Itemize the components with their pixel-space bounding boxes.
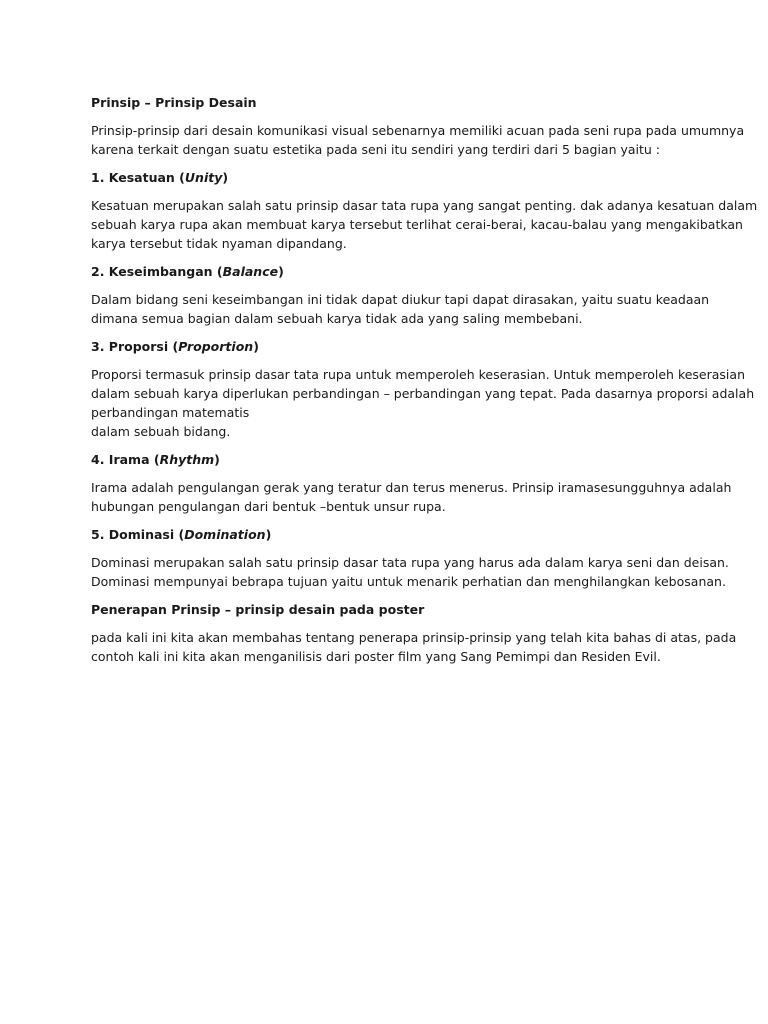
paragraph-line: dimana semua bagian dalam sebuah karya tidak ada yang saling membebani. bbox=[91, 311, 583, 326]
section-heading-domination bbox=[91, 525, 708, 544]
section-heading-suffix: ) bbox=[265, 527, 272, 542]
document-title: Prinsip – Prinsip Desain bbox=[91, 95, 257, 110]
closing-paragraph bbox=[91, 628, 737, 666]
section-paragraph-unity bbox=[91, 196, 758, 253]
paragraph-line: Proporsi termasuk prinsip dasar tata rupa untuk memperoleh keserasian. Untuk memperoleh keserasian bbox=[91, 367, 745, 382]
paragraph-line: Irama adalah pengulangan gerak yang teratur dan terus menerus. Prinsip iramasesungguhnya adalah bbox=[91, 480, 732, 495]
section-paragraph-domination bbox=[91, 553, 729, 591]
section-heading-suffix: ) bbox=[222, 170, 229, 185]
paragraph-line: karya tersebut tidak nyaman dipandang. bbox=[91, 236, 347, 251]
intro-line: karena terkait dengan suatu estetika pada seni itu sendiri yang terdiri dari 5 bagian yaitu : bbox=[91, 142, 661, 157]
paragraph-line: contoh kali ini kita akan menganilisis dari poster film yang Sang Pemimpi dan Residen Evil. bbox=[91, 649, 661, 664]
section-heading-suffix: ) bbox=[214, 452, 220, 467]
section-heading-unity bbox=[91, 168, 708, 187]
section-paragraph-proportion bbox=[91, 365, 755, 441]
section-paragraph-rhythm bbox=[91, 478, 732, 516]
section-heading-proportion bbox=[91, 337, 708, 356]
section-heading-term: Unity bbox=[184, 170, 223, 185]
section-heading-term: Proportion bbox=[178, 339, 254, 354]
section-heading-suffix: ) bbox=[278, 264, 284, 279]
paragraph-line: hubungan pengulangan dari bentuk –bentuk unsur rupa. bbox=[91, 499, 446, 514]
section-heading-term: Rhythm bbox=[159, 452, 215, 467]
paragraph-line: Dominasi merupakan salah satu prinsip dasar tata rupa yang harus ada dalam karya seni dan deisan. bbox=[91, 555, 729, 570]
paragraph-line: perbandingan matematis bbox=[91, 405, 250, 420]
section-heading-prefix: 2. Keseimbangan ( bbox=[91, 264, 223, 279]
section-heading-rhythm bbox=[91, 450, 708, 469]
paragraph-line: pada kali ini kita akan membahas tentang penerapa prinsip-prinsip yang telah kita bahas di atas, pada bbox=[91, 630, 737, 645]
intro-line: Prinsip-prinsip dari desain komunikasi visual sebenarnya memiliki acuan pada seni rupa pada umumnya bbox=[91, 123, 745, 138]
section-heading-prefix: 4. Irama ( bbox=[91, 452, 160, 467]
paragraph-line: sebuah karya rupa akan membuat karya tersebut terlihat cerai-berai, kacau-balau yang mengakibatkan bbox=[91, 217, 743, 232]
section-heading-prefix: 1. Kesatuan ( bbox=[91, 170, 185, 185]
paragraph-line: dalam sebuah karya diperlukan perbandingan – perbandingan yang tepat. Pada dasarnya proporsi adalah bbox=[91, 386, 755, 401]
section-heading-suffix: ) bbox=[253, 339, 259, 354]
section-heading-prefix: 5. Dominasi ( bbox=[91, 527, 185, 542]
intro-paragraph bbox=[91, 121, 745, 159]
closing-heading: Penerapan Prinsip – prinsip desain pada poster bbox=[91, 602, 425, 617]
paragraph-line: dalam sebuah bidang. bbox=[91, 424, 231, 439]
paragraph-line: Kesatuan merupakan salah satu prinsip dasar tata rupa yang sangat penting. dak adanya kesatuan dalam bbox=[91, 198, 758, 213]
section-heading-balance bbox=[91, 262, 708, 281]
section-heading-term: Balance bbox=[222, 264, 279, 279]
section-heading-term: Domination bbox=[184, 527, 266, 542]
section-heading-prefix: 3. Proporsi ( bbox=[91, 339, 179, 354]
paragraph-line: Dominasi mempunyai bebrapa tujuan yaitu untuk menarik perhatian dan menghilangkan kebosanan. bbox=[91, 574, 726, 589]
paragraph-line: Dalam bidang seni keseimbangan ini tidak dapat diukur tapi dapat dirasakan, yaitu suatu keadaan bbox=[91, 292, 710, 307]
section-paragraph-balance bbox=[91, 290, 708, 328]
